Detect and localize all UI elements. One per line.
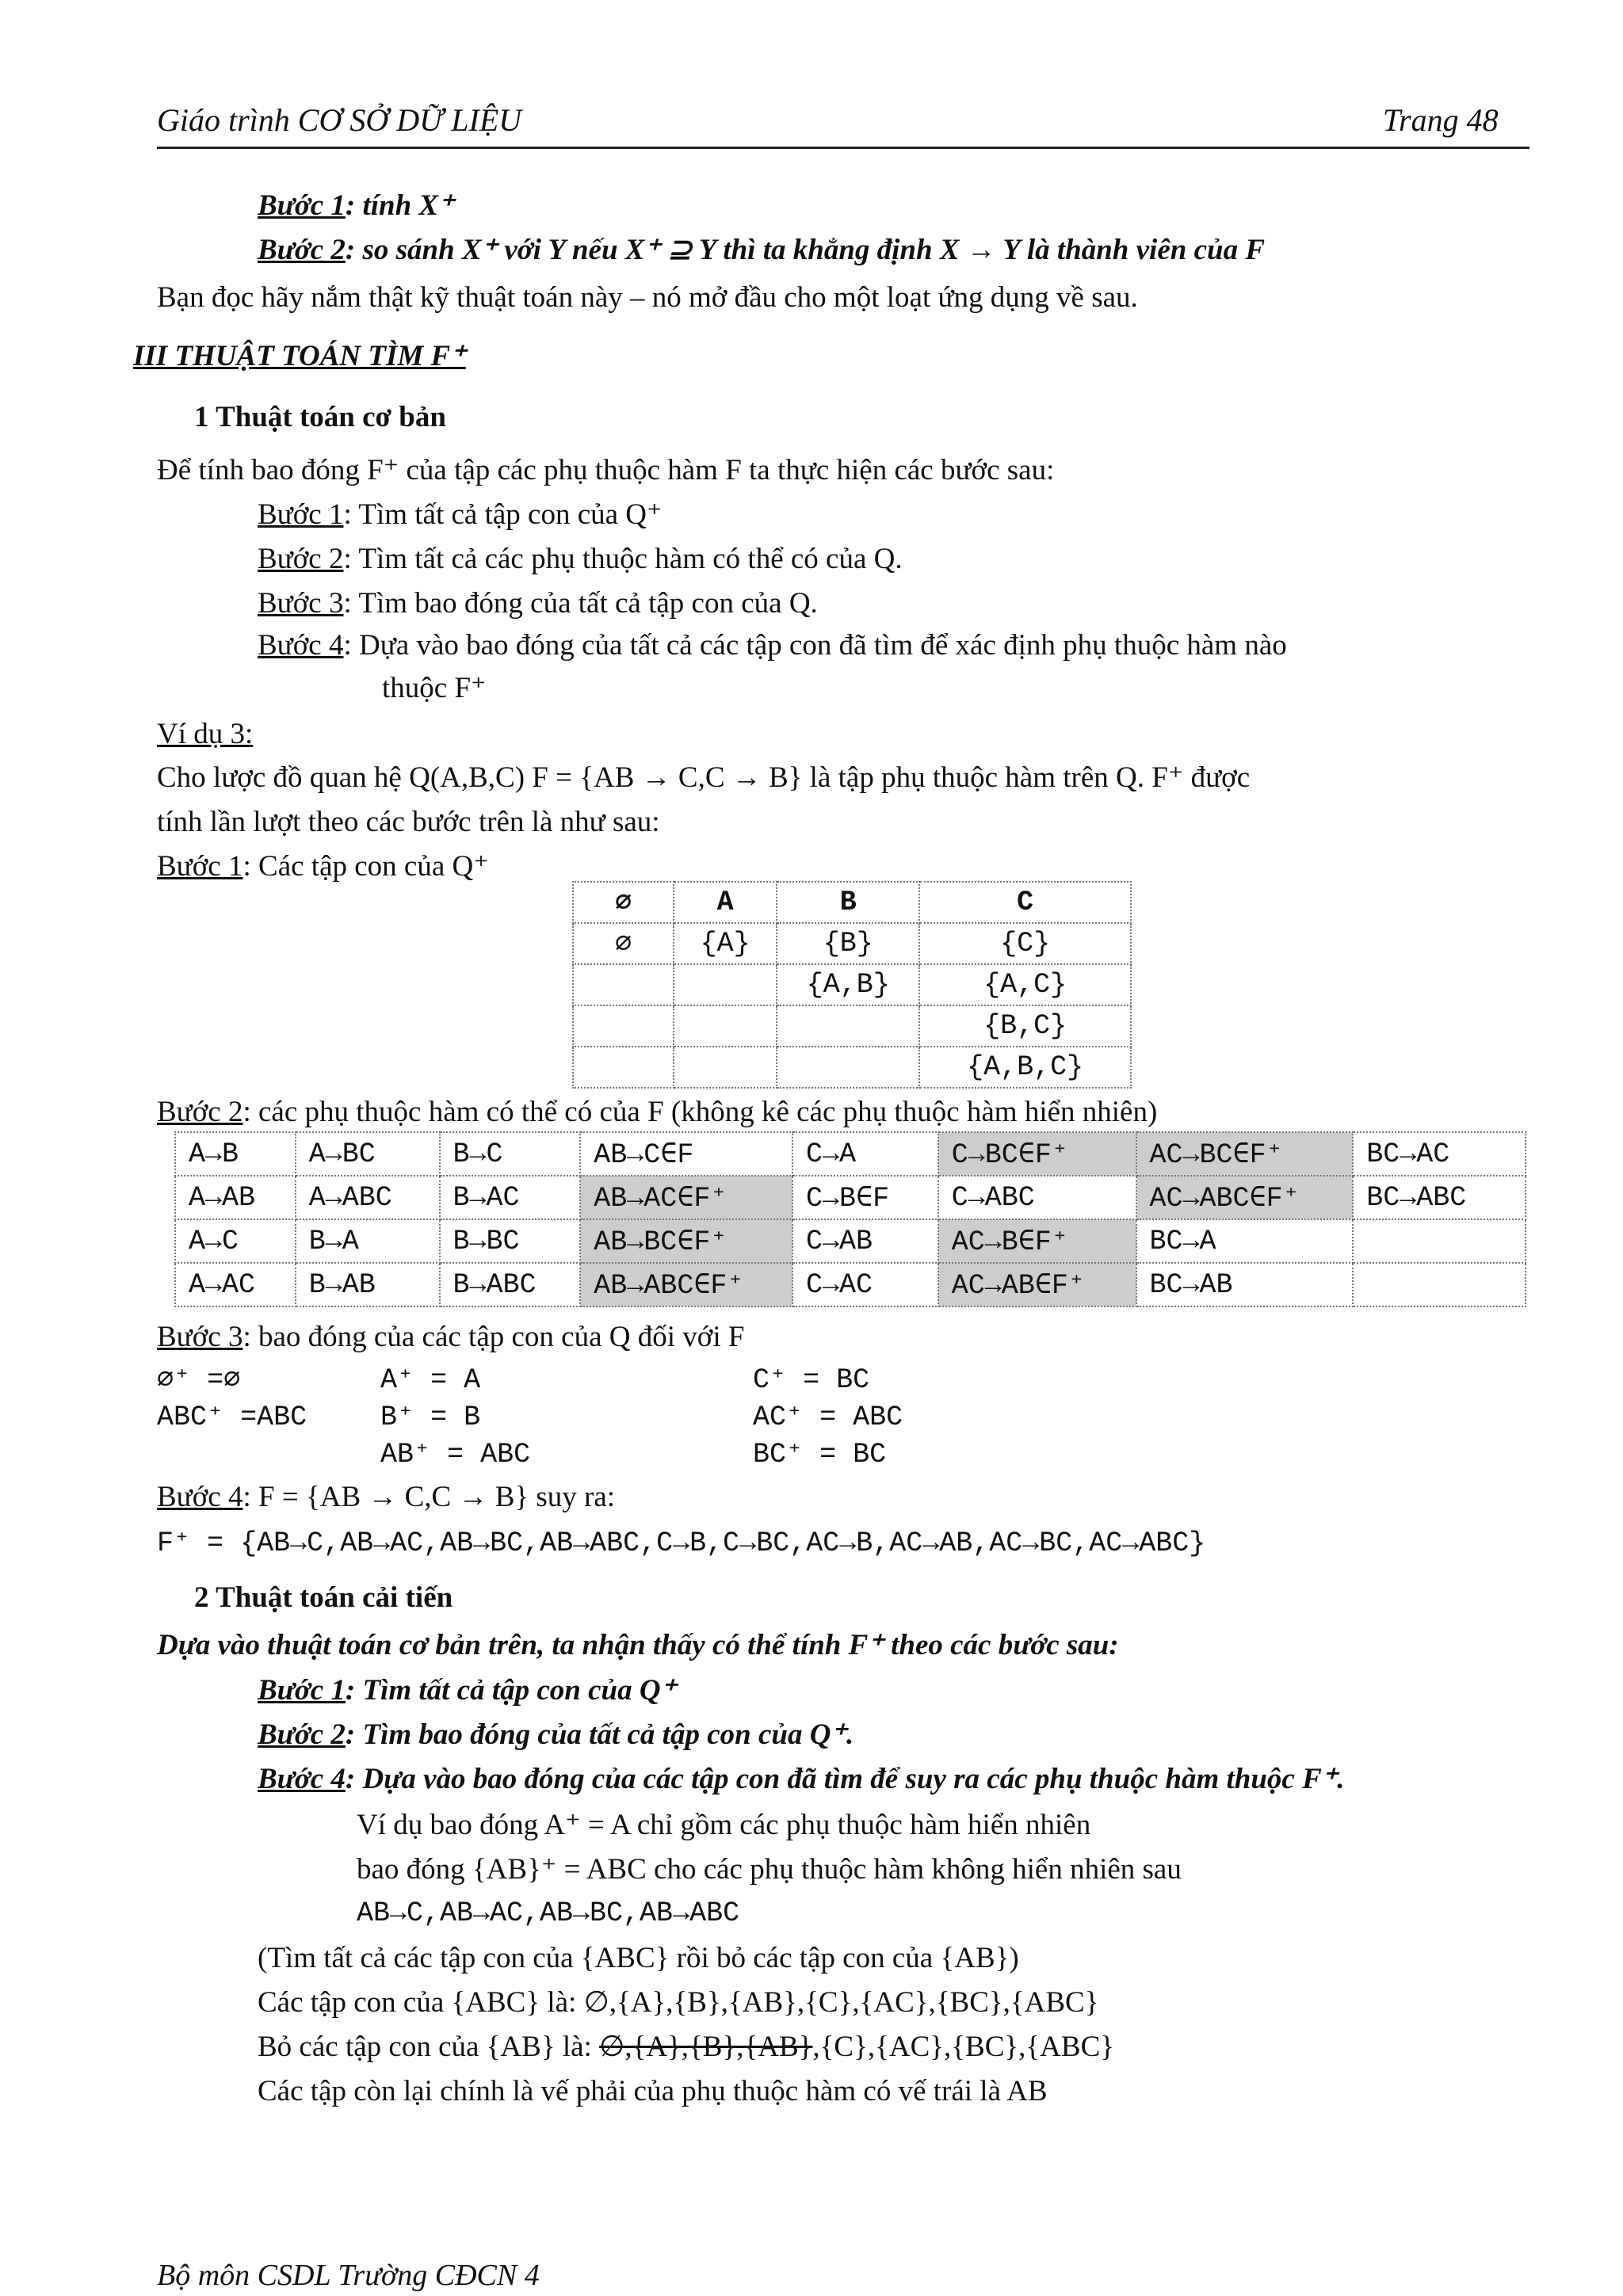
subsets-cell: {A,B,C} xyxy=(919,1047,1131,1088)
dependency-cell: A→B xyxy=(175,1132,296,1176)
improved-line-5: Các tập con của {ABC} là: ∅,{A},{B},{AB},{C},{AC},{BC},{ABC} xyxy=(258,1986,1099,2019)
dependency-cell: BC→AB xyxy=(1136,1263,1354,1306)
subsets-cell: {C} xyxy=(919,923,1131,964)
example-step-1: Bước 1: Các tập con của Q⁺ xyxy=(157,850,489,883)
dependencies-table xyxy=(174,1131,1526,1307)
basic-step-1: Bước 1: Tìm tất cả tập con của Q⁺ xyxy=(258,498,663,531)
subsets-cell: {B,C} xyxy=(919,1005,1131,1047)
subsets-cell: ∅ xyxy=(573,882,674,923)
subsets-row xyxy=(573,1047,1131,1088)
subsets-cell xyxy=(573,1047,674,1088)
dependency-cell-derived: AC→ABC∈F⁺ xyxy=(1136,1176,1354,1219)
footer-text: Bộ môn CSDL Trường CĐCN 4 xyxy=(157,2259,540,2292)
subsets-row xyxy=(573,923,1131,964)
dependency-cell-derived: AC→BC∈F⁺ xyxy=(1136,1132,1354,1176)
subsets-row xyxy=(573,964,1131,1005)
subsets-cell xyxy=(573,964,674,1005)
closure-step1: Bước 1: tính X⁺ xyxy=(258,189,454,222)
struck-subsets: ∅,{A},{B},{AB} xyxy=(599,2031,813,2063)
closure-step2: Bước 2: so sánh X⁺ với Y nếu X⁺ ⊇ Y thì ta khẳng định X → Y là thành viên của F xyxy=(258,234,1265,266)
subsection-1-intro: Để tính bao đóng F⁺ của tập các phụ thuộc hàm F ta thực hiện các bước sau: xyxy=(157,454,1055,486)
dependency-cell: BC→A xyxy=(1136,1219,1354,1263)
basic-step-4-cont: thuộc F⁺ xyxy=(382,672,487,704)
example-3-line2: tính lần lượt theo các bước trên là như sau: xyxy=(157,806,660,838)
dependency-cell: B→BC xyxy=(440,1219,581,1263)
header-rule xyxy=(157,147,1529,149)
dependency-cell-derived: AB→ABC∈F⁺ xyxy=(580,1263,792,1306)
subsection-2-intro: Dựa vào thuật toán cơ bản trên, ta nhận thấy có thể tính F⁺ theo các bước sau: xyxy=(157,1629,1119,1661)
dependency-cell: C→ABC xyxy=(938,1176,1136,1219)
basic-step-4: Bước 4: Dựa vào bao đóng của tất cả các tập con đã tìm để xác định phụ thuộc hàm nào xyxy=(258,629,1287,662)
improved-line-6: Bỏ các tập con của {AB} là: ∅,{A},{B},{AB},{C},{AC},{BC},{ABC} xyxy=(258,2031,1115,2063)
dependencies-row xyxy=(175,1219,1526,1263)
dependency-cell: C→B∈F xyxy=(792,1176,938,1219)
dependency-cell: AB→C∈F xyxy=(580,1132,792,1176)
dependency-cell: A→C xyxy=(175,1219,296,1263)
improved-line-3: AB→C,AB→AC,AB→BC,AB→ABC xyxy=(357,1897,740,1929)
subsets-cell: {A,C} xyxy=(919,964,1131,1005)
subsets-cell: {B} xyxy=(777,923,919,964)
example-3-label: Ví dụ 3: xyxy=(157,718,254,750)
subsets-cell xyxy=(777,1005,919,1047)
subsets-cell: {A,B} xyxy=(777,964,919,1005)
subsets-cell: ∅ xyxy=(573,923,674,964)
dependency-cell: B→AB xyxy=(296,1263,440,1306)
subsets-cell xyxy=(674,1005,777,1047)
improved-line-2: bao đóng {AB}⁺ = ABC cho các phụ thuộc hàm không hiển nhiên sau xyxy=(357,1853,1182,1886)
dependency-cell: BC→ABC xyxy=(1353,1176,1526,1219)
dependency-cell: A→BC xyxy=(296,1132,440,1176)
subsection-1-title: 1 Thuật toán cơ bản xyxy=(194,401,446,433)
improved-line-1: Ví dụ bao đóng A⁺ = A chỉ gồm các phụ thuộc hàm hiển nhiên xyxy=(357,1809,1091,1841)
closure-note: Bạn đọc hãy nắm thật kỹ thuật toán này – nó mở đầu cho một loạt ứng dụng về sau. xyxy=(157,281,1138,314)
subsets-row xyxy=(573,1005,1131,1047)
subsets-row xyxy=(573,882,1131,923)
f-plus-result: F⁺ = {AB→C,AB→AC,AB→BC,AB→ABC,C→B,C→BC,AC→B,AC→AB,AC→BC,AC→ABC} xyxy=(157,1527,1206,1559)
closure-ac: AC⁺ = ABC xyxy=(753,1402,903,1433)
dependency-cell: C→A xyxy=(792,1132,938,1176)
page-number: Trang 48 xyxy=(1383,102,1499,138)
dependency-cell-derived: AB→BC∈F⁺ xyxy=(580,1219,792,1263)
header-title: Giáo trình CƠ SỞ DỮ LIỆU xyxy=(157,102,522,138)
dependency-cell: B→ABC xyxy=(440,1263,581,1306)
subsets-table xyxy=(572,881,1132,1089)
subsection-2-title: 2 Thuật toán cải tiến xyxy=(194,1581,453,1614)
section-title: III THUẬT TOÁN TÌM F⁺ xyxy=(133,340,466,372)
basic-step-2: Bước 2: Tìm tất cả các phụ thuộc hàm có thể có của Q. xyxy=(258,543,903,575)
improved-step-2: Bước 2: Tìm bao đóng của tất cả tập con của Q⁺. xyxy=(258,1718,854,1751)
subsets-cell xyxy=(573,1005,674,1047)
dependency-cell: A→ABC xyxy=(296,1176,440,1219)
subsets-cell: C xyxy=(919,882,1131,923)
dependency-cell-derived: AC→B∈F⁺ xyxy=(938,1219,1136,1263)
dependency-cell: B→A xyxy=(296,1219,440,1263)
dependencies-row xyxy=(175,1263,1526,1306)
improved-line-7: Các tập còn lại chính là vế phải của phụ thuộc hàm có vế trái là AB xyxy=(258,2075,1048,2107)
improved-step-1: Bước 1: Tìm tất cả tập con của Q⁺ xyxy=(258,1674,677,1707)
improved-line-4: (Tìm tất cả các tập con của {ABC} rồi bỏ các tập con của {AB}) xyxy=(258,1942,1019,1974)
example-step-2: Bước 2: các phụ thuộc hàm có thể có của F (không kê các phụ thuộc hàm hiển nhiên) xyxy=(157,1096,1158,1128)
dependency-cell xyxy=(1353,1263,1526,1306)
closure-ab: AB⁺ = ABC xyxy=(380,1439,531,1470)
subsets-cell: B xyxy=(777,882,919,923)
subsets-cell xyxy=(777,1047,919,1088)
dependency-cell xyxy=(1353,1219,1526,1263)
dependency-cell-derived: AB→AC∈F⁺ xyxy=(580,1176,792,1219)
improved-step-4: Bước 4: Dựa vào bao đóng của các tập con đã tìm để suy ra các phụ thuộc hàm thuộc F⁺. xyxy=(258,1763,1345,1795)
dependency-cell: B→C xyxy=(440,1132,581,1176)
subsets-cell: {A} xyxy=(674,923,777,964)
closure-a: A⁺ = A xyxy=(380,1364,481,1396)
basic-step-3: Bước 3: Tìm bao đóng của tất cả tập con của Q. xyxy=(258,587,818,620)
closure-empty: ∅⁺ =∅ xyxy=(157,1364,241,1396)
dependencies-row xyxy=(175,1176,1526,1219)
dependency-cell-derived: C→BC∈F⁺ xyxy=(938,1132,1136,1176)
example-step-4: Bước 4: F = {AB → C,C → B} suy ra: xyxy=(157,1481,616,1513)
closure-abc: ABC⁺ =ABC xyxy=(157,1402,307,1433)
subsets-cell: A xyxy=(674,882,777,923)
closure-b: B⁺ = B xyxy=(380,1402,481,1433)
example-3-line1: Cho lược đồ quan hệ Q(A,B,C) F = {AB → C,C → B} là tập phụ thuộc hàm trên Q. F⁺ được xyxy=(157,761,1251,794)
dependencies-row xyxy=(175,1132,1526,1176)
dependency-cell: BC→AC xyxy=(1353,1132,1526,1176)
dependency-cell: C→AC xyxy=(792,1263,938,1306)
dependency-cell: B→AC xyxy=(440,1176,581,1219)
subsets-cell xyxy=(674,964,777,1005)
dependency-cell: A→AC xyxy=(175,1263,296,1306)
closure-bc: BC⁺ = BC xyxy=(753,1439,887,1470)
dependency-cell: A→AB xyxy=(175,1176,296,1219)
closure-c: C⁺ = BC xyxy=(753,1364,870,1396)
dependency-cell-derived: AC→AB∈F⁺ xyxy=(938,1263,1136,1306)
dependency-cell: C→AB xyxy=(792,1219,938,1263)
example-step-3: Bước 3: bao đóng của các tập con của Q đối với F xyxy=(157,1321,745,1353)
subsets-cell xyxy=(674,1047,777,1088)
